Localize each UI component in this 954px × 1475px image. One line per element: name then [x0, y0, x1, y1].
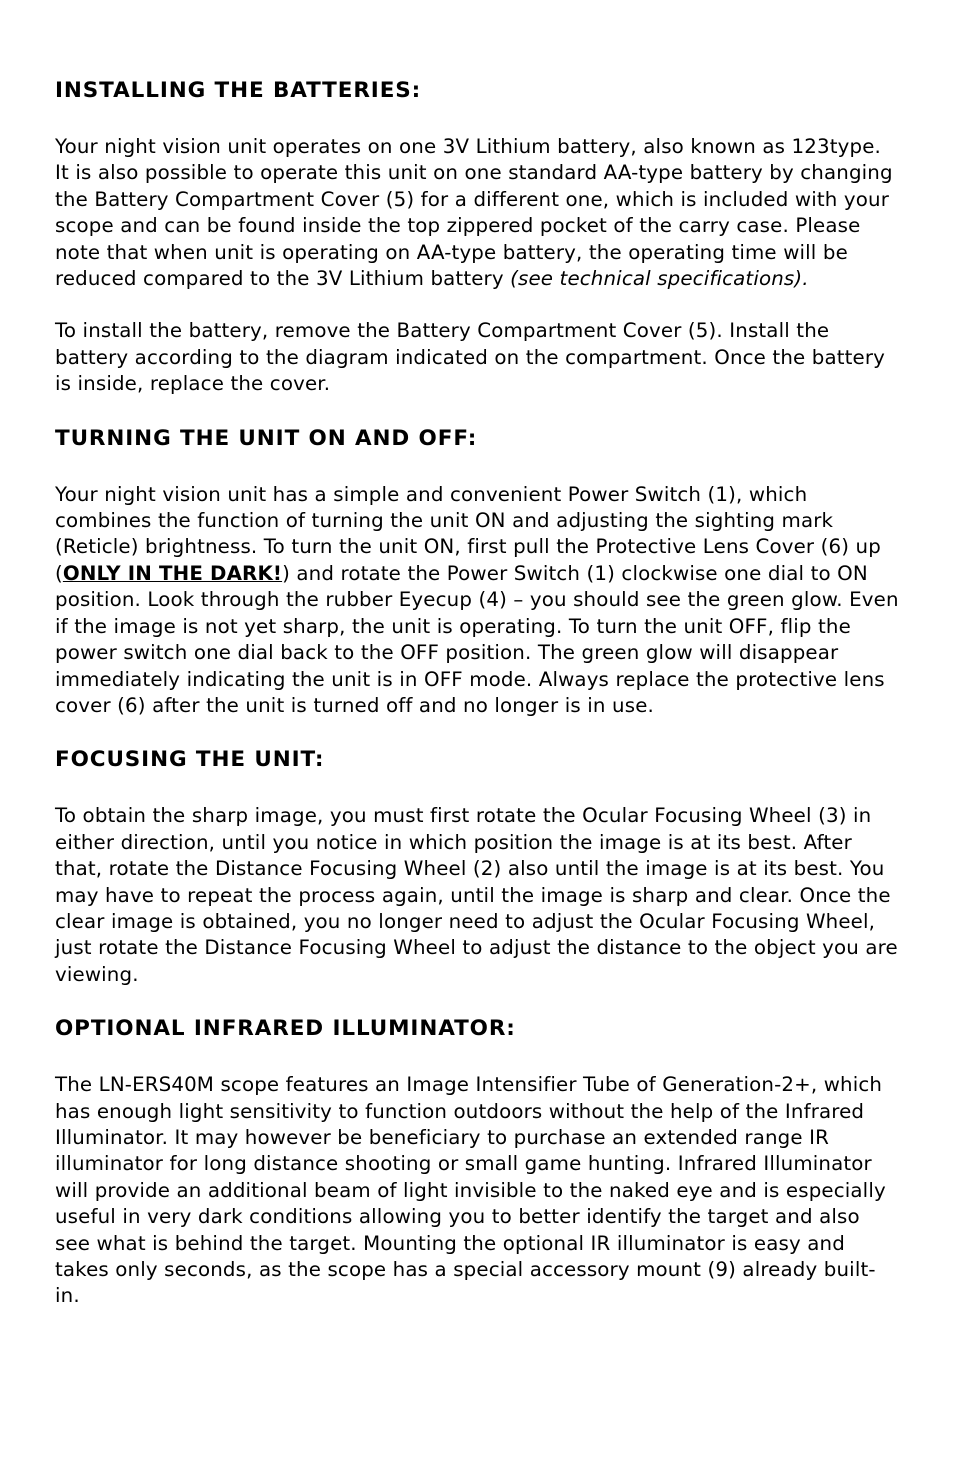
section-infrared-illuminator — [55, 1014, 900, 1310]
paragraph-battery-info — [55, 134, 900, 292]
section-heading: OPTIONAL INFRARED ILLUMINATOR: — [55, 1016, 516, 1042]
section-turning-on-off — [55, 424, 900, 720]
document-page — [55, 76, 900, 1310]
warning-emphasis: ONLY IN THE DARK! — [62, 561, 283, 585]
paragraph-focusing: To obtain the sharp image, you must first rotate the Ocular Focusing Wheel (3) in either direction, until you notice in which position the image is at its best. After that, rotate the Distance Focusing Wheel (2) also until the image is at its best. You may have to repeat the process again, until the image is sharp and clear. Once the clear image is obtained, you no longer need to adjust the Ocular Focusing Wheel, just rotate the Distance Focusing Wheel to adjust the distance to the object you are viewing. — [55, 804, 898, 986]
spec-reference: (see technical specifications). — [510, 267, 809, 291]
section-installing-batteries — [55, 76, 900, 398]
paragraph-install-instructions: To install the battery, remove the Battery Compartment Cover (5). Install the battery according to the diagram indicated on the compartment. Once the battery is inside, replace the cover. — [55, 319, 886, 396]
section-focusing — [55, 745, 900, 988]
paragraph-illuminator: The LN-ERS40M scope features an Image Intensifier Tube of Generation-2+, which has enough light sensitivity to function outdoors without the help of the Infrared Illuminator. It may however be beneficiary to purchase an extended range IR illuminator for long distance shooting or small game hunting. Infrared Illuminator will provide an additional beam of light invisible to the naked eye and is especially useful in very dark conditions allowing you to better identify the target and also see what is behind the target. Mounting the optional IR illuminator is easy and takes only seconds, as the scope has a special accessory mount (9) already built-in. — [55, 1073, 886, 1308]
paragraph-text: ) and rotate the Power Switch (1) clockwise one dial to ON position. Look through the rubber Eyecup (4) – you should see the green glow. Even if the image is not yet sharp, the unit is operating. To turn the unit OFF, flip the power switch one dial back to the OFF position. The green glow will disappear immediately indicating the unit is in OFF mode. Always replace the protective lens cover (6) after the unit is turned off and no longer is in use. — [55, 561, 899, 717]
section-heading: FOCUSING THE UNIT: — [55, 747, 325, 773]
section-heading: TURNING THE UNIT ON AND OFF: — [55, 425, 478, 451]
paragraph-text: Your night vision unit operates on one 3V Lithium battery, also known as 123type. It is also possible to operate this unit on one standard AA-type battery by changing the Battery Compartment Cover (5) for a different one, which is included with your scope and can be found inside the top zippered pocket of the carry case. Please note that when unit is operating on AA-type battery, the operating time will be reduced compared to the 3V Lithium battery — [55, 135, 893, 291]
section-heading: INSTALLING THE BATTERIES: — [55, 78, 422, 103]
paragraph-text: Your night vision unit has a simple and convenient Power Switch (1), which combines the function of turning the unit ON and adjusting the sighting mark (Reticle) brightness. To turn the unit ON, first pull the Protective Lens Cover (6) up ( — [55, 482, 881, 585]
paragraph-power-switch — [55, 482, 900, 720]
